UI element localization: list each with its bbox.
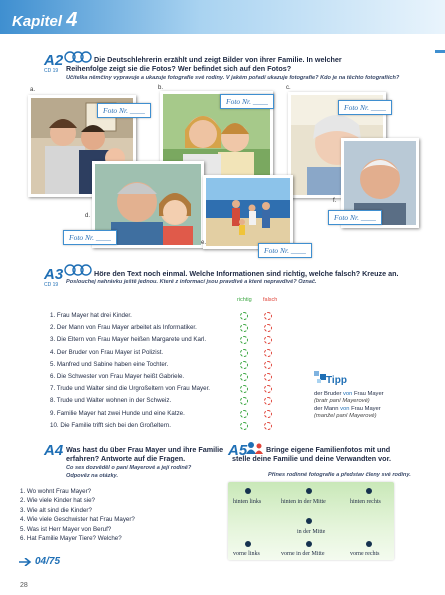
question-item: 6. Hat Familie Mayer Tiere? Welche? <box>20 535 122 543</box>
falsch-checkbox-9[interactable] <box>264 410 272 418</box>
foto-number-field-d[interactable]: Foto Nr. ____ <box>63 230 117 245</box>
family-photo-image <box>206 178 290 246</box>
richtig-checkbox-9[interactable] <box>240 410 248 418</box>
question-item: 1. Wo wohnt Frau Mayer? <box>20 488 92 495</box>
chapter-label <box>12 9 77 32</box>
richtig-checkbox-3[interactable] <box>240 336 248 344</box>
exercise-a3-number: A3 CD 19 <box>44 266 64 288</box>
chapter-word: Kapitel <box>12 13 63 30</box>
richtig-checkboxes <box>240 312 248 430</box>
arrow-right-icon <box>19 558 33 566</box>
exercise-a3-subtitle: Poslouchej nahrávku ještě jednou. Které z informací jsou pravdivé a které nepravdivé? Označ. <box>66 279 317 285</box>
question-item: 5. Was ist Herr Mayer von Beruf? <box>20 525 112 533</box>
workbook-reference: 04/75 <box>35 556 61 567</box>
falsch-checkbox-2[interactable] <box>264 324 272 332</box>
cd-audio-icon <box>64 264 92 276</box>
column-falsch: falsch <box>263 297 278 303</box>
position-dot <box>366 541 372 547</box>
statement-row: 8. Trude und Walter wohnen in der Schweiz. <box>50 397 172 405</box>
foto-number-field-a[interactable]: Foto Nr. ____ <box>97 103 151 118</box>
label-vorne-mitte: vorne in der Mitte <box>281 551 325 557</box>
exercise-a4-subtitle-2: Odpověz na otázky. <box>66 473 119 479</box>
tipp-text: der Bruder von Frau Mayer (bratr paní Mayerové) der Mann von Frau Mayer (manžel paní Mayerové) <box>314 391 384 419</box>
richtig-checkbox-7[interactable] <box>240 385 248 393</box>
label-hinten-rechts: hinten rechts <box>350 499 381 505</box>
foto-number-field-e[interactable]: Foto Nr. ____ <box>258 243 312 258</box>
chapter-number: 4 <box>66 9 78 31</box>
statement-row: 1. Frau Mayer hat drei Kinder. <box>50 312 132 319</box>
statement-row: 10. Die Familie trifft sich bei den Großeltern. <box>50 421 171 429</box>
position-dot <box>306 541 312 547</box>
falsch-checkbox-10[interactable] <box>264 422 272 430</box>
photo-letter-f: f. <box>333 198 337 204</box>
page-edge-marker <box>435 50 445 53</box>
label-vorne-links: vorne links <box>233 551 260 557</box>
photo-letter-b: b. <box>158 85 164 91</box>
exercise-a2-number: A2 CD 19 <box>44 52 64 74</box>
label-hinten-links: hinten links <box>233 499 262 505</box>
photo-e <box>203 175 293 249</box>
exercise-a5-title: Bringe eigene Familienfotos mit und stelle deine Familie und deine Verwandten vor. <box>232 445 391 463</box>
falsch-checkbox-3[interactable] <box>264 336 272 344</box>
statement-row: 6. Die Schwester von Frau Mayer heißt Gabriele. <box>50 372 185 380</box>
statement-row: 5. Manfred und Sabine haben eine Tochter. <box>50 360 169 368</box>
position-dot <box>306 518 312 524</box>
statement-row: 3. Die Eltern von Frau Mayer heißen Margarete und Karl. <box>50 336 207 344</box>
page-number: 28 <box>20 582 28 589</box>
photo-letter-e: e. <box>201 240 207 246</box>
position-dot <box>245 488 251 494</box>
exercise-a2-title: Die Deutschlehrerin erzählt und zeigt Bilder von ihrer Familie. In welcher Reihenfolge zeigt sie die Fotos? Wer befindet sich auf den Fotos? <box>66 55 342 73</box>
tipp-title: Tipp <box>326 375 347 386</box>
exercise-a2-subtitle: Učitelka němčiny vypravuje a ukazuje fotografie své rodiny. V jakém pořadí ukazuje fotografie? Kdo je na těchto fotografiích? <box>66 75 400 81</box>
foto-number-field-f[interactable]: Foto Nr. ____ <box>328 210 382 225</box>
foto-number-field-b[interactable]: Foto Nr. ____ <box>220 94 274 109</box>
richtig-checkbox-8[interactable] <box>240 397 248 405</box>
exercise-a3-title: Höre den Text noch einmal. Welche Informationen sind richtig, welche falsch? Kreuze an. <box>94 269 399 278</box>
position-dot <box>306 488 312 494</box>
label-vorne-rechts: vorne rechts <box>350 551 380 557</box>
falsch-checkbox-7[interactable] <box>264 385 272 393</box>
exercise-a4-number: A4 <box>44 442 64 459</box>
question-item: 2. Wie viele Kinder hat sie? <box>20 497 95 505</box>
photo-letter-d: d. <box>85 213 91 219</box>
label-mitte: in der Mitte <box>297 529 326 535</box>
photo-letter-a: a. <box>30 87 36 93</box>
falsch-checkboxes <box>264 312 272 430</box>
richtig-checkbox-10[interactable] <box>240 422 248 430</box>
exercise-a4-subtitle-1: Co ses dozvěděl o paní Mayerové a její rodině? <box>66 465 192 471</box>
position-dot <box>245 541 251 547</box>
statement-row: 4. Der Bruder von Frau Mayer ist Polizist. <box>50 348 164 356</box>
falsch-checkbox-4[interactable] <box>264 349 272 357</box>
foto-number-field-c[interactable]: Foto Nr. ____ <box>338 100 392 115</box>
question-item: 4. Wie viele Geschwister hat Frau Mayer? <box>20 516 135 524</box>
statements-list <box>50 310 210 432</box>
exercise-a4-title: Was hast du über Frau Mayer und ihre Familie erfahren? Antworte auf die Fragen. <box>66 445 224 463</box>
exercise-a5-number: A5 <box>228 442 248 459</box>
tipp-squares-icon <box>314 371 326 385</box>
richtig-checkbox-1[interactable] <box>240 312 248 320</box>
falsch-checkbox-5[interactable] <box>264 361 272 369</box>
richtig-checkbox-2[interactable] <box>240 324 248 332</box>
richtig-checkbox-6[interactable] <box>240 373 248 381</box>
statement-row: 7. Trude und Walter sind die Urgroßeltern von Frau Mayer. <box>50 385 211 393</box>
column-richtig: richtig <box>237 297 252 303</box>
questions-list <box>20 487 135 543</box>
label-hinten-mitte: hinten in der Mitte <box>281 499 326 505</box>
falsch-checkbox-1[interactable] <box>264 312 272 320</box>
position-dot <box>366 488 372 494</box>
richtig-checkbox-4[interactable] <box>240 349 248 357</box>
statement-row: 2. Der Mann von Frau Mayer arbeitet als Informatiker. <box>50 324 197 332</box>
richtig-checkbox-5[interactable] <box>240 361 248 369</box>
exercise-a5-subtitle: Přines rodinné fotografie a představ členy své rodiny. <box>268 472 411 478</box>
falsch-checkbox-6[interactable] <box>264 373 272 381</box>
photo-letter-c: c. <box>286 85 291 91</box>
statement-row: 9. Familie Mayer hat zwei Hunde und eine Katze. <box>50 409 185 417</box>
falsch-checkbox-8[interactable] <box>264 397 272 405</box>
question-item: 3. Wie alt sind die Kinder? <box>20 506 92 514</box>
